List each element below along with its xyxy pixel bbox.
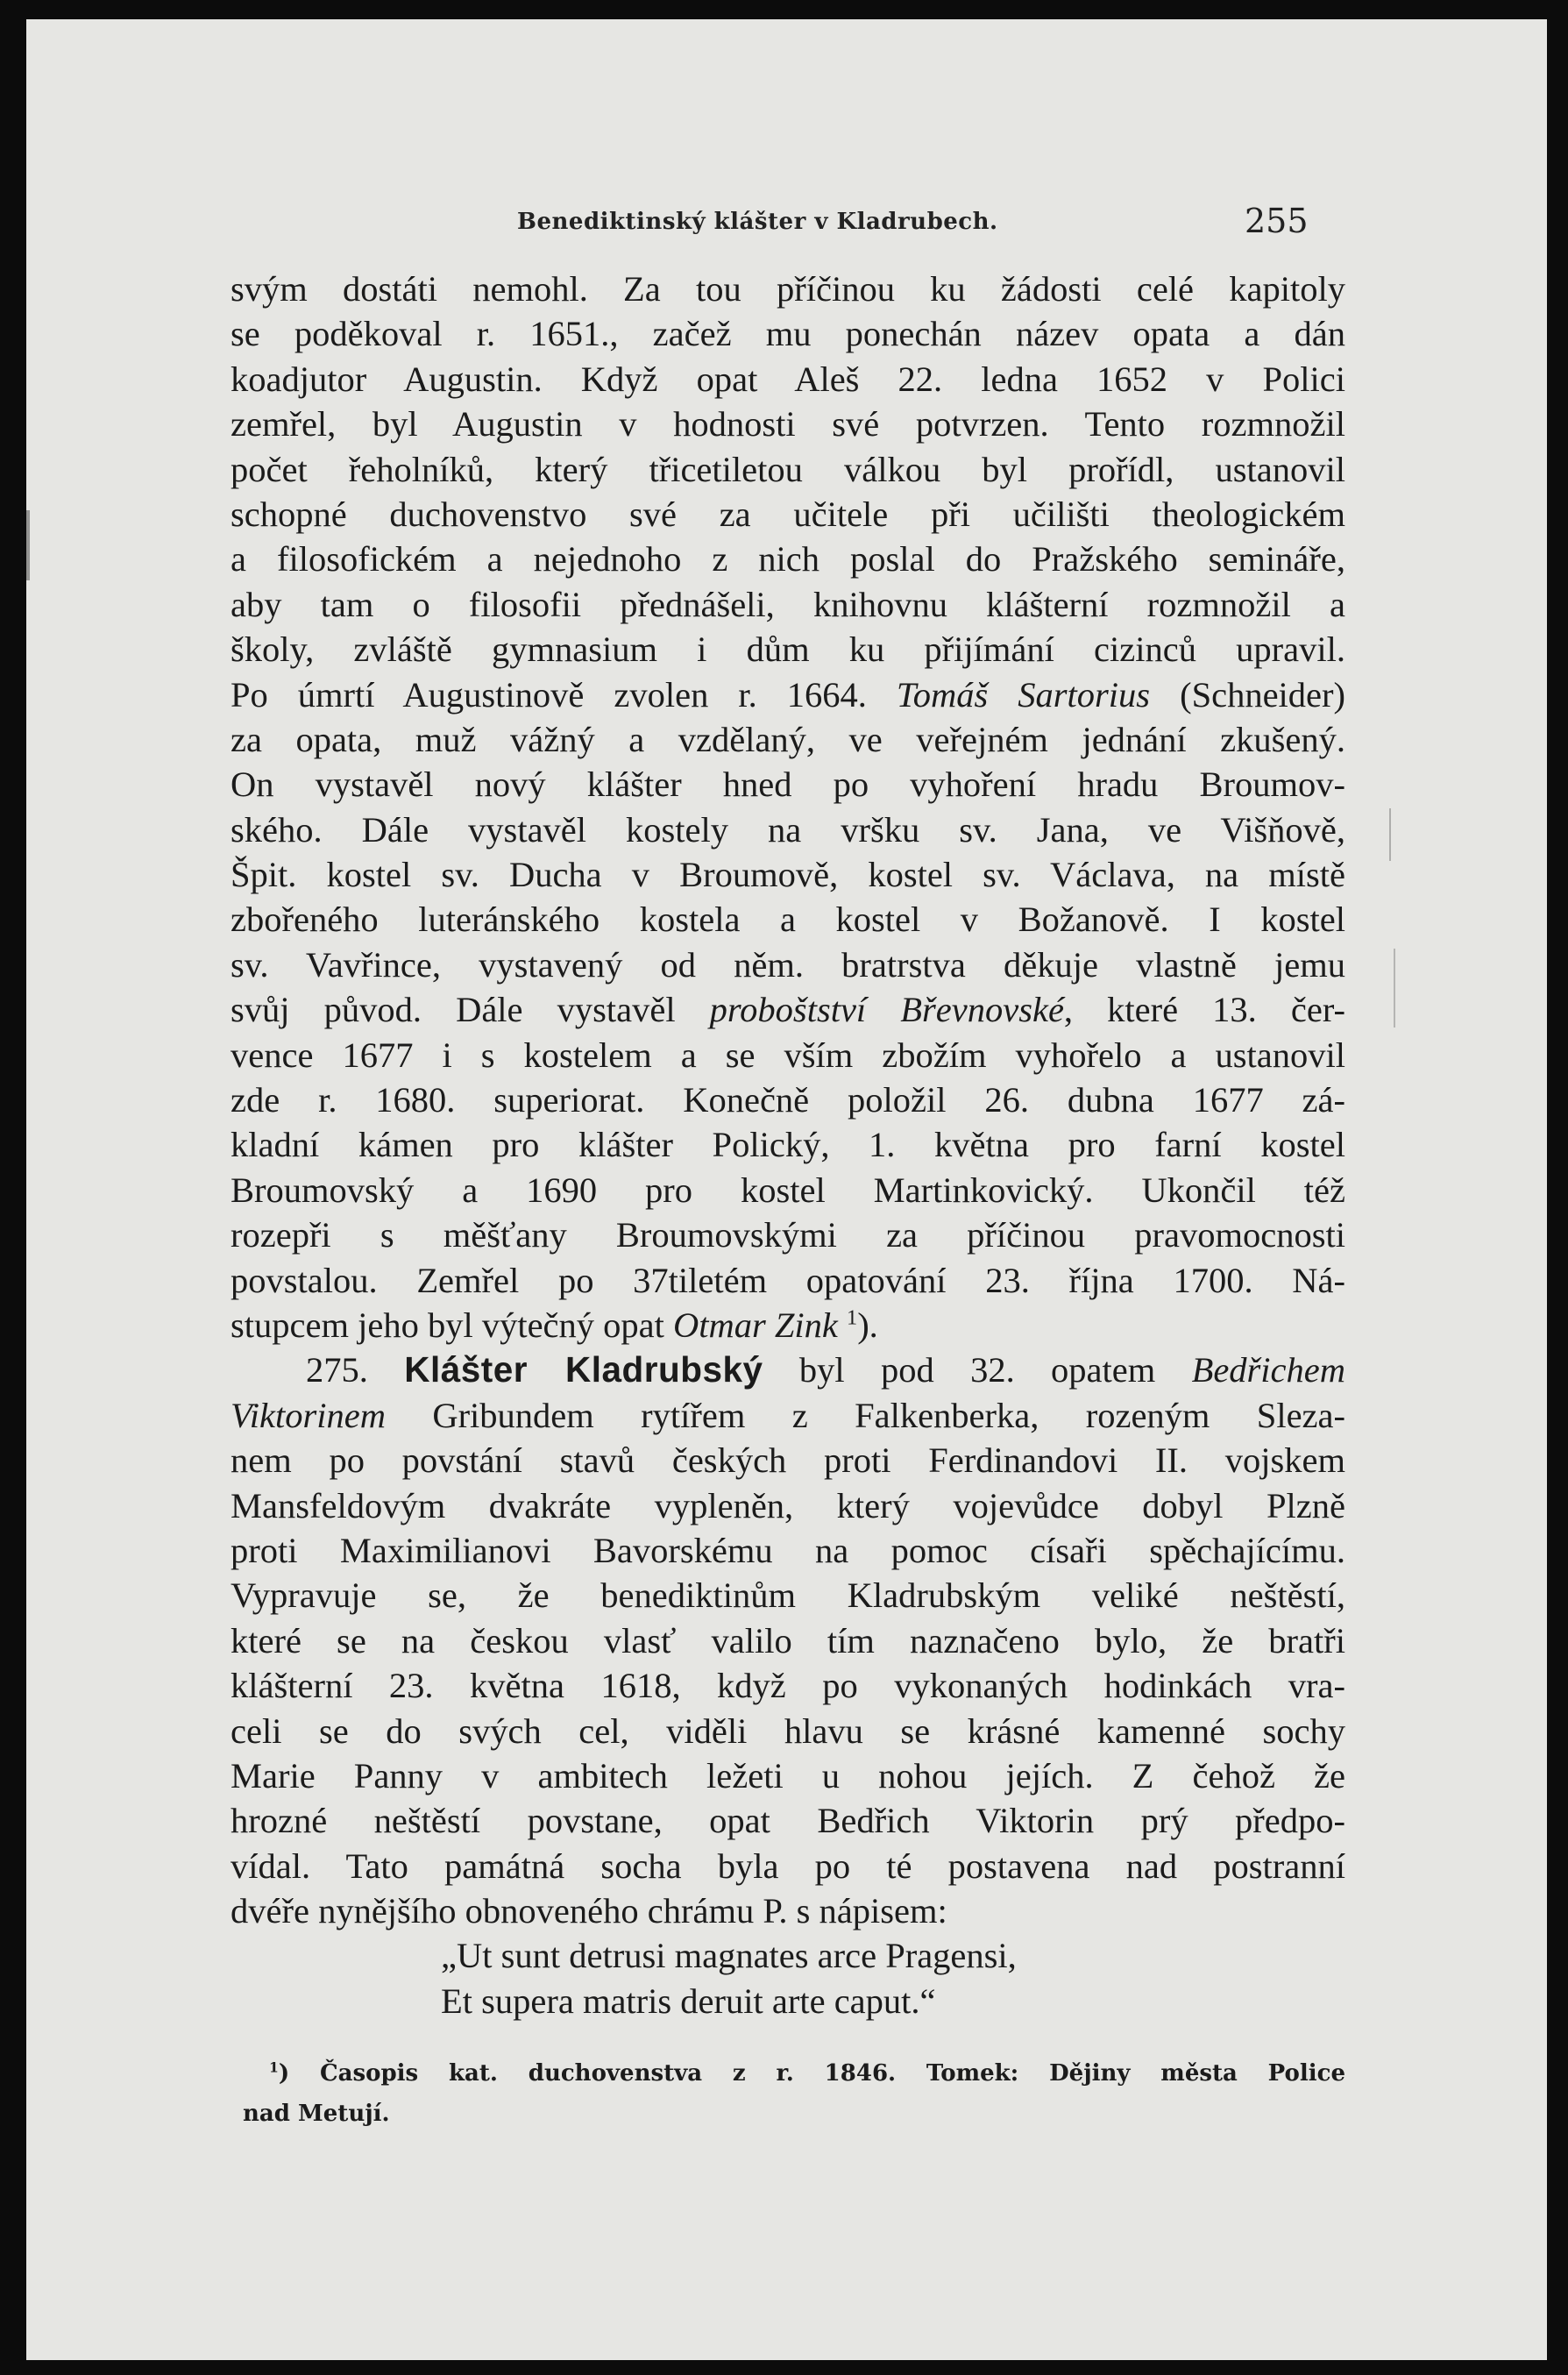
footnote-line: nad Metují.	[243, 2101, 390, 2127]
text-line: počet řeholníků, který třicetiletou válkou byl prořídl, ustanovil	[231, 449, 1345, 489]
text-line: ského. Dále vystavěl kostely na vršku sv. Jana, ve Višňově,	[231, 809, 1345, 850]
text-line: zemřel, byl Augustin v hodnosti své potvrzen. Tento rozmnožil	[231, 404, 1345, 444]
text-line: celi se do svých cel, viděli hlavu se krásné kamenné sochy	[231, 1710, 1345, 1751]
text-line: On vystavěl nový klášter hned po vyhoření hradu Broumov-	[231, 764, 1345, 805]
body-text	[231, 267, 1345, 2023]
footnote-text: ) Časopis kat. duchovenstva z r. 1846. Tomek: Dějiny města Police	[278, 2060, 1345, 2087]
line-text: Gribundem rytířem z Falkenberka, rozeným Sleza-	[385, 1395, 1345, 1435]
section-title: Klášter Kladrubský	[404, 1349, 763, 1390]
line-text: stupcem jeho byl výtečný opat	[231, 1305, 674, 1345]
page-number: 255	[1245, 202, 1309, 240]
footnote-ref: 1	[847, 1305, 858, 1330]
margin-mark	[1389, 808, 1391, 861]
text-line: školy, zvláště gymnasium i dům ku přijímání cizinců upravil.	[231, 629, 1345, 670]
name-otmar-zink: Otmar Zink	[673, 1305, 838, 1345]
text-line: Marie Panny v ambitech ležeti u nohou jejích. Z čehož že	[231, 1755, 1345, 1795]
footnote-line	[243, 2053, 1345, 2094]
name-tomas-sartorius: Tomáš Sartorius	[896, 674, 1151, 715]
text-line: vídal. Tato památná socha byla po té postavena nad postranní	[231, 1845, 1345, 1886]
line-text: byl pod 32. opatem	[763, 1350, 1192, 1390]
line-text: Po úmrtí Augustinově zvolen r. 1664.	[231, 674, 897, 715]
footnote-marker: 1	[269, 2059, 279, 2076]
footnote	[243, 2053, 1345, 2134]
text-line: Špit. kostel sv. Ducha v Broumově, kostel sv. Václava, na místě	[231, 855, 1345, 895]
text-line: Mansfeldovým dvakráte vypleněn, který vojevůdce dobyl Plzně	[231, 1485, 1345, 1525]
name-viktorinem: Viktorinem	[231, 1395, 386, 1435]
line-text: ).	[857, 1305, 878, 1345]
text-line: povstalou. Zemřel po 37tiletém opatování 23. října 1700. Ná-	[231, 1260, 1345, 1300]
text-line: koadjutor Augustin. Když opat Aleš 22. ledna 1652 v Polici	[231, 359, 1345, 399]
page-header	[26, 196, 1547, 249]
text-line: za opata, muž vážný a vzdělaný, ve veřejném jednání zkušený.	[231, 719, 1345, 759]
section-number: 275.	[306, 1350, 368, 1390]
text-line: Vypravuje se, že benediktinům Kladrubským veliké neštěstí,	[231, 1575, 1345, 1616]
line-text: , které 13. čer-	[1063, 990, 1345, 1030]
quote-line: Et supera matris deruit arte caput.“	[441, 1980, 936, 2021]
text-line: vence 1677 i s kostelem a se vším zbožím vyhořelo a ustanovil	[231, 1035, 1345, 1075]
text-line: nem po povstání stavů českých proti Ferdinandovi II. vojskem	[231, 1440, 1345, 1481]
text-line-zink	[231, 1303, 1345, 1347]
text-line: svým dostáti nemohl. Za tou příčinou ku žádosti celé kapitoly	[231, 269, 1345, 309]
line-text: svůj původ. Dále vystavěl	[231, 990, 710, 1030]
text-line: schopné duchovenstvo své za učitele při učilišti theologickém	[231, 494, 1345, 534]
text-line: aby tam o filosofii přednášeli, knihovnu klášterní rozmnožil a	[231, 584, 1345, 624]
quote-line: „Ut sunt detrusi magnates arce Pragensi,	[441, 1936, 1017, 1976]
text-line: dvéře nynějšího obnoveného chrámu P. s nápisem:	[231, 1891, 947, 1931]
text-line: klášterní 23. května 1618, když po vykonaných hodinkách vra-	[231, 1666, 1345, 1706]
text-line: sv. Vavřince, vystavený od něm. bratrstva děkuje vlastně jemu	[231, 944, 1345, 985]
text-line-probostvi	[231, 987, 1345, 1032]
text-line: Broumovský a 1690 pro kostel Martinkovický. Ukončil též	[231, 1170, 1345, 1210]
text-line: zbořeného luteránského kostela a kostel v Božanově. I kostel	[231, 900, 1345, 940]
text-line: které se na českou vlasť valilo tím naznačeno bylo, že bratři	[231, 1620, 1345, 1660]
line-text: (Schneider)	[1150, 674, 1345, 715]
text-line-sartorius	[231, 672, 1345, 717]
running-head: Benediktinský klášter v Kladrubech.	[517, 209, 998, 235]
line-text	[368, 1350, 404, 1390]
scanned-page	[26, 19, 1547, 2360]
margin-mark	[1394, 949, 1395, 1028]
text-line: rozepři s měšťany Broumovskými za příčinou pravomocnosti	[231, 1215, 1345, 1255]
line-text	[838, 1305, 847, 1345]
text-line: se poděkoval r. 1651., začež mu ponechán název opata a dán	[231, 314, 1345, 354]
name-bedrich: Bedřichem	[1191, 1350, 1346, 1390]
name-probostvi: proboštství Břevnovské	[709, 990, 1064, 1030]
text-line: kladní kámen pro klášter Polický, 1. května pro farní kostel	[231, 1125, 1345, 1165]
text-line: a filosofickém a nejednoho z nich poslal do Pražského semináře,	[231, 539, 1345, 580]
text-line-viktorinem	[231, 1393, 1345, 1438]
text-line: proti Maximilianovi Bavorskému na pomoc císaři spěchajícímu.	[231, 1530, 1345, 1570]
margin-mark	[26, 510, 30, 580]
text-line: zde r. 1680. superiorat. Konečně položil 26. dubna 1677 zá-	[231, 1080, 1345, 1120]
text-line-section-275	[231, 1347, 1345, 1392]
text-line: hrozné neštěstí povstane, opat Bedřich Viktorin prý předpo-	[231, 1801, 1345, 1841]
